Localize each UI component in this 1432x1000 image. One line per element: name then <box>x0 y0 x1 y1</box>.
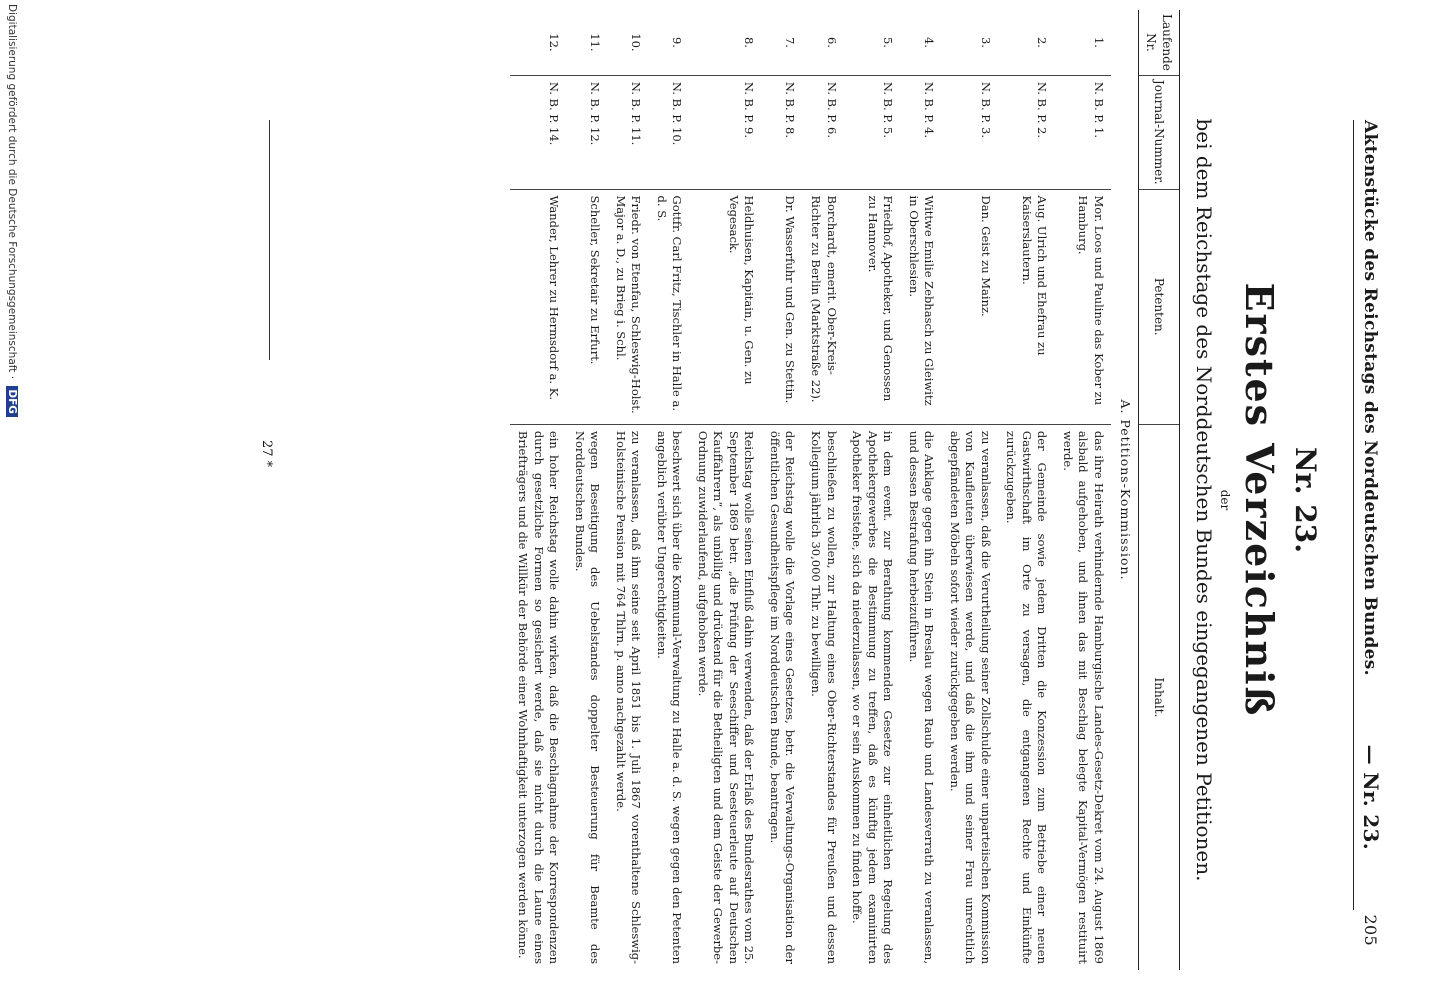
row-number: 6. <box>824 36 839 48</box>
header-running-number: Laufende Nr. <box>1138 10 1179 75</box>
page-number: 205 <box>1361 914 1380 946</box>
petition-content: wegen Beseitigung des Uebelstandes doppelter Besteuerung für Beamte des Norddeutschen Bundes. <box>566 424 607 970</box>
table-row <box>761 10 802 970</box>
table-row <box>648 10 689 970</box>
row-number: 9. <box>670 36 685 48</box>
header-journal-number: Journal-Nummer. <box>1138 75 1179 189</box>
bottom-divider <box>269 120 270 360</box>
running-head <box>1353 120 1383 946</box>
journal-number: N. B. P. 5. <box>844 75 901 189</box>
issue-heading: Nr. 23. <box>1289 447 1322 553</box>
table-row <box>844 10 901 970</box>
petitioner: Wander, Lehrer zu Hermsdorf a. K. <box>510 189 567 424</box>
journal-number: N. B. P. 2. <box>998 75 1055 189</box>
petition-content: beschließen zu wollen, zur Haltung eines Ober-Richterstandes für Preußen und dessen Kollegium jährlich 30,000 Thlr. zu bewilligen. <box>803 424 844 970</box>
petition-content: zu veranlassen, daß die Verurtheilung seiner Zollschulde einer unparteiischen Kommission von Kaufleuten überwiesen werde, und daß die ihm und seiner Frau unrechtlich abgepfändeten Möbeln sofort wieder zurückgegeben werden. <box>941 424 998 970</box>
journal-number: N. B. P. 11. <box>607 75 648 189</box>
journal-number: N. B. P. 8. <box>761 75 802 189</box>
petitioner: Dan. Geist zu Mainz. <box>941 189 998 424</box>
section-heading-row <box>1111 10 1138 970</box>
row-number: 8. <box>742 36 757 48</box>
table-row <box>998 10 1055 970</box>
row-number: 5. <box>881 36 896 48</box>
petitioner: Friedr. von Etenfau, Schleswig-Holst. Major a. D., zu Brieg i. Schl. <box>607 189 648 424</box>
petition-content: zu veranlassen, daß ihm seine seit April 1851 bis 1. Juli 1867 vorenthaltene Schleswig-Holsteinische Pension mit 764 Thlrn. p. anno nachgezahlt werde. <box>607 424 648 970</box>
table-row <box>689 10 761 970</box>
journal-number: N. B. P. 9. <box>689 75 761 189</box>
credit-text: Digitalisierung gefördert durch die Deutsche Forschungsgemeinschaft · <box>6 4 18 380</box>
petition-content: beschwert sich über die Kommunal-Verwaltung zu Halle a. d. S. wegen gegen den Petenten angeblich verübter Ungerechtigkeiten. <box>648 424 689 970</box>
running-title: Aktenstücke des Reichstags des Norddeutschen Bundes. <box>1360 120 1380 676</box>
journal-number: N. B. P. 1. <box>1054 75 1111 189</box>
running-issue-number: — Nr. 23. <box>1359 744 1383 850</box>
row-number: 10. <box>629 33 644 52</box>
petition-content: der Gemeinde sowie jedem Dritten die Konzession zum Betriebe einer neuen Gastwirthschaft im Orte zu versagen, die entgangenen Rechte und Einkünfte zurückzugeben. <box>998 424 1055 970</box>
journal-number: N. B. P. 14. <box>510 75 567 189</box>
petitioner: Friedhof, Apotheker, und Genossen zu Hannover. <box>844 189 901 424</box>
table-header-row <box>1138 10 1179 970</box>
petitioner: Dr. Wasserfuhr und Gen. zu Stettin. <box>761 189 802 424</box>
table-row <box>941 10 998 970</box>
journal-number: N. B. P. 4. <box>900 75 941 189</box>
petitioner: Mor. Loos und Pauline das Kober zu Hamburg. <box>1054 189 1111 424</box>
petition-content: in dem event. zur Berathung kommenden Gesetze zur einheitlichen Regelung des Apothekergewerbes die Bestimmung zu treffen, daß es künftig jedem examinirten Apotheker freistehe, sich da niederzulassen, wo er sein Auskommen zu finden hoffe. <box>844 424 901 970</box>
row-number: 3. <box>978 36 993 48</box>
row-number: 11. <box>588 33 603 52</box>
title-connector: der <box>1218 489 1232 511</box>
table-row <box>566 10 607 970</box>
table-row <box>1054 10 1111 970</box>
section-heading: A. Petitions-Kommission. <box>1117 399 1133 581</box>
header-petitioners: Petenten. <box>1138 189 1179 424</box>
petitioner: Borchardt, emerit. Ober-Kreis-Richter zu Berlin (Marktstraße 22). <box>803 189 844 424</box>
petition-content: ein hoher Reichstag wolle dahin wirken, daß die Beschlagnahme der Korrespondenzen durch gesetzliche Formen so gesichert werde, daß sie nicht durch die Laune eines Briefträgers und die Willkür der Behörde einer Wohnhaftigkeit unterzogen werden könne. <box>510 424 567 970</box>
petition-content: das ihre Heirath verhindernde Hamburgische Landes-Gesetz-Dekret vom 24. August 1869 alsbald aufgehoben, und ihnen das mit Beschlag belegte Kapital-Vermögen restituirt werde. <box>1054 424 1111 970</box>
header-content: Inhalt. <box>1138 424 1179 970</box>
row-number: 4. <box>922 36 937 48</box>
petition-content: Reichstag wolle seinen Einfluß dahin verwenden, daß der Erlaß des Bundesrathes vom 25. September 1869 betr. „die Prüfung der Seeschiffer und Seesteuerleute auf Deutschen Kauffahrern“, als unbillig und drückend für die Betheiligten und dem Geiste der Gewerbe-Ordnung zuwiderlaufend, aufgehoben werde. <box>689 424 761 970</box>
journal-number: N. B. P. 3. <box>941 75 998 189</box>
journal-number: N. B. P. 12. <box>566 75 607 189</box>
document-title: Erstes Verzeichniß <box>1237 282 1282 718</box>
petition-content: der Reichstag wolle die Vorlage eines Gesetzes, betr. die Verwaltungs-Organisation der öffentlichen Gesundheitspflege im Norddeutschen Bunde, beantragen. <box>761 424 802 970</box>
document-subtitle: bei dem Reichstage des Norddeutschen Bundes eingegangenen Petitionen. <box>1192 118 1216 882</box>
signature-mark: 27 * <box>259 440 274 468</box>
dfg-logo: DFG <box>6 386 18 417</box>
petitioner: Gottfr. Carl Fritz, Tischler in Halle a. d. S. <box>648 189 689 424</box>
petitioner: Wittwe Emilie Zebhasch zu Gleiwitz in Oberschlesien. <box>900 189 941 424</box>
table-row <box>607 10 648 970</box>
journal-number: N. B. P. 6. <box>803 75 844 189</box>
petitioner: Heldhuisen, Kapitain, u. Gen. zu Vegesack. <box>689 189 761 424</box>
row-number: 2. <box>1035 36 1050 48</box>
petitioner: Scheller, Sekretair zu Erfurt. <box>566 189 607 424</box>
petitions-table <box>510 10 1180 970</box>
row-number: 1. <box>1091 36 1106 48</box>
table-row <box>803 10 844 970</box>
journal-number: N. B. P. 10. <box>648 75 689 189</box>
petitioner: Aug. Ulrich und Ehefrau zu Kaiserslautern. <box>998 189 1055 424</box>
table-row <box>900 10 941 970</box>
row-number: 7. <box>783 36 798 48</box>
digitization-credit <box>6 4 18 704</box>
row-number: 12. <box>547 33 562 52</box>
table-row <box>510 10 567 970</box>
petition-content: die Anklage gegen ihn Stein in Breslau wegen Raub und Landesverrath zu veranlassen, und dessen Bestrafung herbeizuführen. <box>900 424 941 970</box>
